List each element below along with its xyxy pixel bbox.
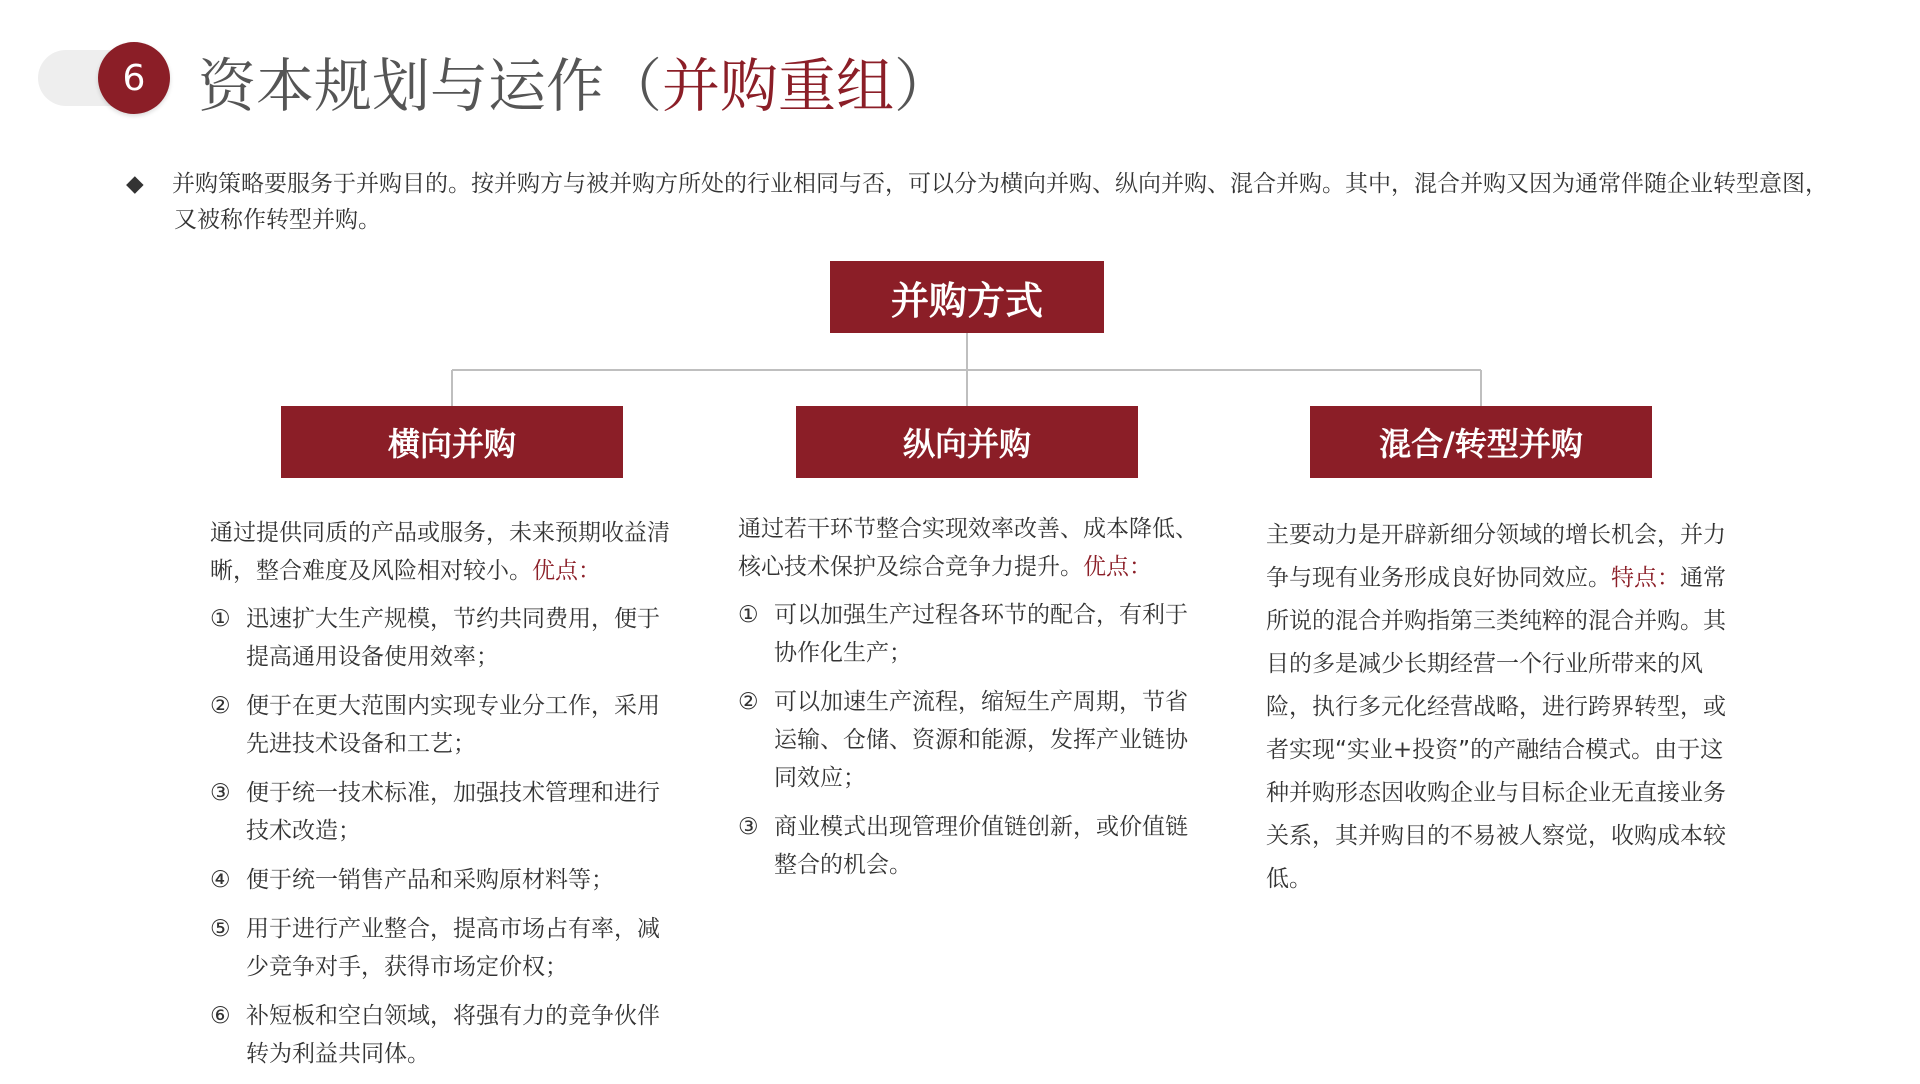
list-item (210, 687, 680, 763)
features-tag: 特点： (1611, 565, 1680, 591)
item-number: ① (738, 602, 759, 628)
diagram-root-box (830, 261, 1104, 333)
item-number: ② (210, 693, 231, 719)
list-item (210, 774, 680, 850)
page-title-accent: 并购重组 (662, 52, 895, 120)
list-item (738, 683, 1208, 797)
advantages-list (738, 596, 1208, 884)
branch-box-horizontal (281, 406, 623, 478)
item-number: ② (738, 689, 759, 715)
item-number: ③ (210, 780, 231, 806)
advantages-list (210, 600, 680, 1073)
list-item (210, 997, 680, 1073)
column-mixed (1266, 514, 1736, 911)
section-number: 6 (122, 57, 146, 99)
item-text: 可以加强生产过程各环节的配合，有利于协作化生产； (774, 602, 1188, 666)
branch-box-vertical (796, 406, 1138, 478)
intro-text: 并购策略要服务于并购目的。按并购方与被并购方所处的行业相同与否，可以分为横向并购、纵向并购、混合并购。其中，混合并购又因为通常伴随企业转型意图，又被称作转型并购。 (172, 171, 1828, 233)
item-number: ⑤ (210, 916, 231, 942)
item-text: 便于在更大范围内实现专业分工作，采用先进技术设备和工艺； (246, 693, 660, 757)
column-description (738, 510, 1208, 586)
list-item (738, 596, 1208, 672)
features-text: 通常所说的混合并购指第三类纯粹的混合并购。其目的多是减少长期经营一个行业所带来的风险，执行多元化经营战略，进行跨界转型，或者实现“实业+投资”的产融结合模式。由于这种并购形态因收购企业与目标企业无直接业务关系，其并购目的不易被人察觉，收购成本较低。 (1266, 565, 1726, 892)
column-vertical (738, 510, 1208, 895)
branch-box-mixed (1310, 406, 1652, 478)
intro-paragraph (126, 166, 1830, 238)
item-text: 补短板和空白领域，将强有力的竞争伙伴转为利益共同体。 (246, 1003, 660, 1067)
item-text: 迅速扩大生产规模，节约共同费用，便于提高通用设备使用效率； (246, 606, 660, 670)
section-number-badge (98, 42, 170, 114)
item-text: 便于统一技术标准，加强技术管理和进行技术改造； (246, 780, 660, 844)
column-description (1266, 514, 1736, 901)
item-number: ① (210, 606, 231, 632)
diagram-root-label: 并购方式 (890, 278, 1043, 323)
item-number: ⑥ (210, 1003, 231, 1029)
description-text: 通过提供同质的产品或服务，未来预期收益清晰，整合难度及风险相对较小。 (210, 520, 670, 584)
item-text: 商业模式出现管理价值链创新，或价值链整合的机会。 (774, 814, 1188, 878)
list-item (210, 600, 680, 676)
item-number: ③ (738, 814, 759, 840)
item-text: 用于进行产业整合，提高市场占有率，减少竞争对手，获得市场定价权； (246, 916, 660, 980)
column-description (210, 514, 680, 590)
item-text: 便于统一销售产品和采购原材料等； (246, 867, 614, 893)
list-item (738, 808, 1208, 884)
list-item (210, 861, 680, 899)
description-text: 主要动力是开辟新细分领域的增长机会，并力争与现有业务形成良好协同效应。 (1266, 522, 1726, 591)
branch-label-vertical: 纵向并购 (902, 425, 1031, 463)
page-title-end: ） (894, 52, 953, 120)
item-number: ④ (210, 867, 231, 893)
list-item (210, 910, 680, 986)
page-title (198, 46, 952, 126)
item-text: 可以加速生产流程，缩短生产周期，节省运输、仓储、资源和能源，发挥产业链协同效应； (774, 689, 1188, 791)
advantages-tag: 优点： (1083, 554, 1152, 580)
column-horizontal (210, 514, 680, 1084)
description-text: 通过若干环节整合实现效率改善、成本降低、核心技术保护及综合竞争力提升。 (738, 516, 1198, 580)
branch-label-horizontal: 横向并购 (387, 425, 516, 463)
page-title-main: 资本规划与运作（ (198, 52, 663, 120)
intro-body (126, 166, 1830, 238)
advantages-tag: 优点： (532, 558, 601, 584)
branch-label-mixed: 混合/转型并购 (1379, 425, 1583, 463)
diamond-bullet-icon: ◆ (126, 171, 144, 197)
